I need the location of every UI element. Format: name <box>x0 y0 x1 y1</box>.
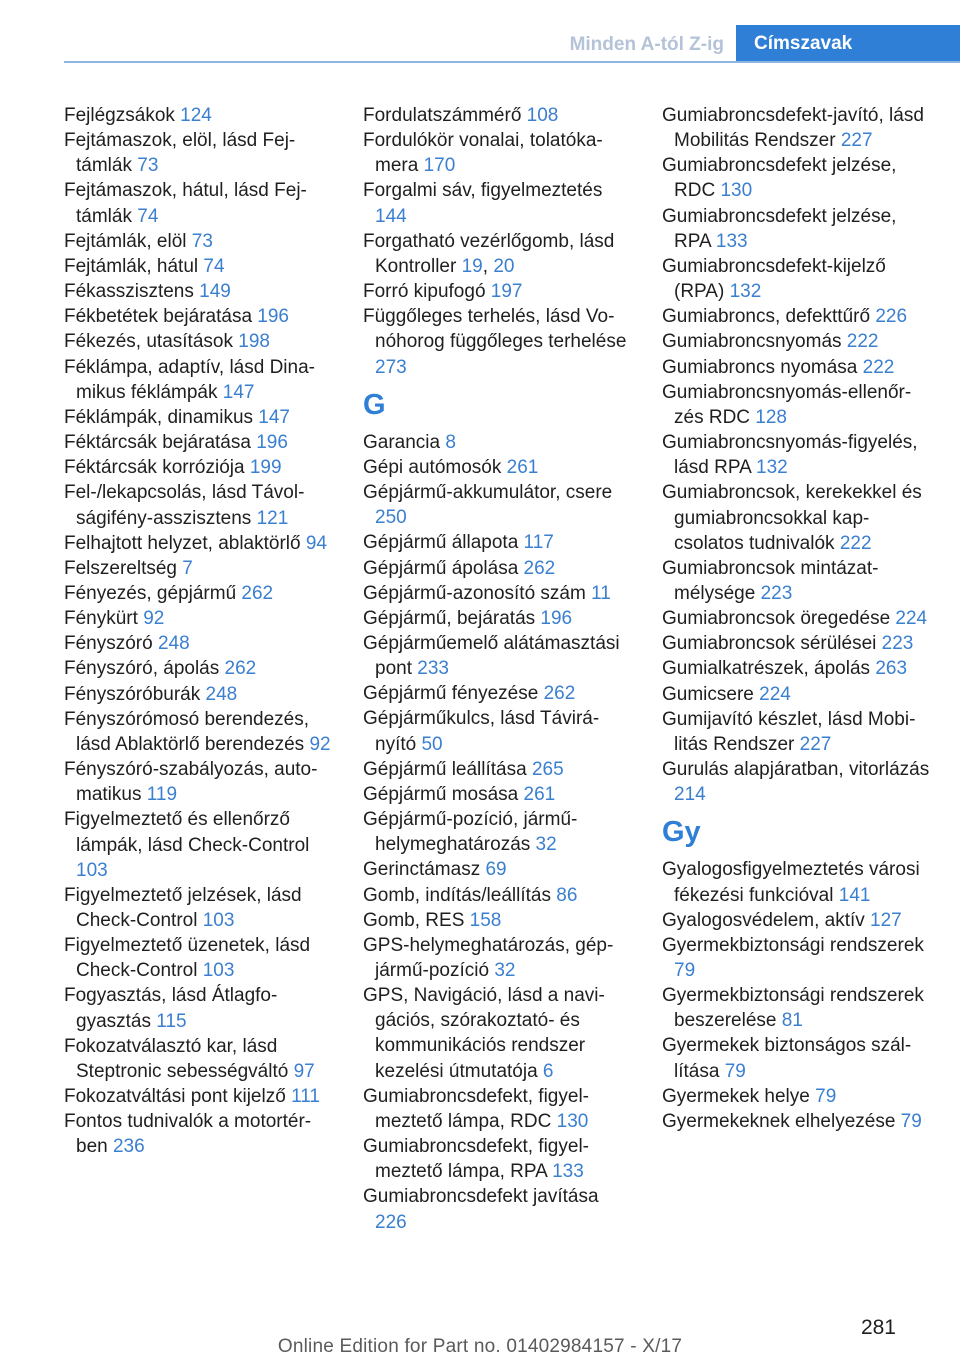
index-entry-text: Gépjárműkulcs, lásd Távirányító <box>363 708 600 755</box>
index-entry <box>662 355 932 380</box>
index-entry <box>64 430 336 455</box>
index-entry-text: Felhajtott helyzet, ablaktörlő <box>64 532 306 554</box>
index-column-3 <box>662 103 932 1134</box>
index-entry <box>662 204 932 254</box>
index-entry-text: Gumiabroncsok mintázatmélysége <box>662 557 879 604</box>
page-link[interactable]: 227 <box>799 733 832 755</box>
index-entry-text: Gumiabroncsnyomás <box>662 331 847 353</box>
index-entry <box>662 983 932 1033</box>
index-entry-text: Fokozatváltási pont kijelző <box>64 1086 292 1108</box>
index-entry-text: Gépjármű mosása <box>363 783 524 805</box>
page-link[interactable]: 263 <box>875 658 908 680</box>
page-link[interactable]: 79 <box>815 1085 837 1107</box>
page-link[interactable]: 115 <box>156 1010 187 1032</box>
page-link[interactable]: 248 <box>157 633 190 655</box>
index-entry-text: Forgalmi sáv, figyelmeztetés <box>363 180 603 202</box>
index-entry-text: Gépjármű-azonosító szám <box>363 582 592 604</box>
index-entry <box>363 279 633 304</box>
page-link[interactable]: 92 <box>143 608 165 630</box>
page-link[interactable]: 248 <box>205 683 238 705</box>
index-entry-text: Gerinctámasz <box>363 859 486 881</box>
index-entry <box>64 581 336 606</box>
page-link[interactable]: 227 <box>840 130 873 152</box>
page-link[interactable]: 117 <box>523 532 554 554</box>
page-link[interactable]: 226 <box>875 306 908 328</box>
page-link[interactable]: 236 <box>112 1136 145 1158</box>
index-entry-text: Figyelmeztető és ellenőrző lámpák, lásd Check-Control <box>64 809 310 856</box>
page-link[interactable]: 128 <box>755 406 787 428</box>
page-link[interactable]: 214 <box>674 784 706 806</box>
index-entry-text: Gumiabroncsok sérülései <box>662 633 882 655</box>
index-entry-text: Fontos tudnivalók a motortérben <box>64 1111 312 1158</box>
index-entry <box>662 380 932 430</box>
page-link[interactable]: 73 <box>191 230 213 252</box>
page-link[interactable]: 32 <box>535 834 557 856</box>
index-entry-text: Gomb, indítás/leállítás <box>363 884 557 906</box>
index-entry-text: Fékasszisztens <box>64 281 200 303</box>
index-entry <box>662 606 932 631</box>
page-link[interactable]: 97 <box>293 1060 315 1082</box>
index-entry-text: Gurulás alapjáratban, vitorlázás <box>662 759 930 781</box>
page-link[interactable]: 198 <box>238 331 270 353</box>
page-link[interactable]: 158 <box>469 909 502 931</box>
index-entry <box>662 304 932 329</box>
index-entry-text: Gumicsere <box>662 683 760 705</box>
page-link[interactable]: 19 <box>461 255 483 277</box>
index-entry <box>363 883 633 908</box>
index-entry-text: Féktárcsák bejáratása <box>64 432 257 454</box>
page-link[interactable]: 79 <box>674 960 696 981</box>
index-entry-text: Forró kipufogó <box>363 281 491 303</box>
page-link[interactable]: 81 <box>781 1010 803 1032</box>
index-entry <box>64 883 336 933</box>
index-entry-text: Féklámpa, adaptív, lásd Dinamikus féklámpák <box>64 356 315 403</box>
index-entry-text: Gyermekbiztonsági rendszerek <box>662 934 924 956</box>
index-entry-text: Gépjármű leállítása <box>363 758 532 780</box>
index-entry-text: Gyalogosfigyelmeztetés városi fékezési funkcióval <box>662 859 920 906</box>
index-entry-text: Fényszóró <box>64 633 158 655</box>
page-link[interactable]: 262 <box>523 557 556 579</box>
index-entry <box>64 606 336 631</box>
index-entry-text: Gumiabroncsdefekt jelzése, RPA <box>662 205 897 252</box>
index-entry-text: Fejtámlák, elöl <box>64 230 192 252</box>
index-entry-text: Gumiabroncsdefekt jelzése, RDC <box>662 155 897 202</box>
page-link[interactable]: 170 <box>423 155 456 177</box>
page-link[interactable]: 261 <box>523 783 556 805</box>
page-link[interactable]: 224 <box>895 608 928 630</box>
index-entry <box>662 656 932 681</box>
index-entry <box>662 857 932 907</box>
page-link[interactable]: 11 <box>591 582 611 604</box>
index-entry-text: Gumiabroncsdefekt, figyelmeztető lámpa, RDC <box>363 1085 589 1132</box>
index-entry <box>64 531 336 556</box>
index-entry <box>363 983 633 1084</box>
index-entry-text: Gyermekek biztonságos szállítása <box>662 1035 912 1082</box>
index-entry-text: Gépjármű fényezése <box>363 683 544 705</box>
index-entry-text: Fogyasztás, lásd Átlagfogyasztás <box>64 985 278 1032</box>
page-link[interactable]: 132 <box>729 281 762 303</box>
index-entry-text: Figyelmeztető üzenetek, lásd Check-Control <box>64 935 311 982</box>
page-link[interactable]: 74 <box>203 255 225 277</box>
index-entry <box>64 807 336 882</box>
page-link[interactable]: 273 <box>375 356 407 378</box>
index-entry <box>662 757 932 807</box>
page-link[interactable]: 50 <box>421 733 443 755</box>
index-entry <box>662 480 932 555</box>
index-entry-text: GPS, Navigáció, lásd a navigációs, szórakoztató- és kommunikációs rendszer kezelési útmutatója <box>363 985 605 1082</box>
index-entry-text: Gumiabroncsnyomás-ellenőrzés RDC <box>662 381 912 428</box>
page-link[interactable]: 196 <box>540 607 573 629</box>
index-entry-text: Fordulókör vonalai, tolatókamera <box>363 130 603 177</box>
index-entry <box>64 304 336 329</box>
header-bar <box>0 0 960 62</box>
index-entry <box>64 707 336 757</box>
index-column-2 <box>363 103 633 1235</box>
page-link[interactable]: 32 <box>494 960 516 981</box>
index-entry-text: Fékezés, utasítások <box>64 331 239 353</box>
index-entry <box>64 757 336 807</box>
index-entry <box>64 355 336 405</box>
index-entry <box>363 530 633 555</box>
page-link[interactable]: 233 <box>417 658 449 680</box>
index-entry <box>64 178 336 228</box>
index-entry-text: Forgatható vezérlőgomb, lásd Kontroller <box>363 230 615 277</box>
page-link[interactable]: 196 <box>257 306 289 328</box>
page-link[interactable]: 127 <box>870 909 902 931</box>
index-entry <box>662 908 932 933</box>
index-entry <box>662 1109 932 1134</box>
index-entry <box>662 631 932 656</box>
index-entry <box>363 229 633 279</box>
index-entry-text: Gumiabroncs nyomása <box>662 356 863 378</box>
index-entry-text: Fejtámlák, hátul <box>64 255 204 277</box>
index-entry-text: Függőleges terhelés, lásd Vonóhorog függőleges terhelése <box>363 306 627 353</box>
index-entry-text: Fényezés, gépjármű <box>64 582 242 604</box>
index-entry <box>363 681 633 706</box>
index-entry-text: Gumiabroncsdefekt, figyelmeztető lámpa, RPA <box>363 1136 589 1183</box>
page-link[interactable]: 196 <box>256 432 288 454</box>
active-tab[interactable]: Címszavak <box>736 25 960 62</box>
page-link[interactable]: 222 <box>862 356 895 378</box>
index-entry <box>64 329 336 354</box>
page-link[interactable]: 103 <box>202 960 235 982</box>
page-link[interactable]: 121 <box>256 507 289 529</box>
index-entry <box>662 430 932 480</box>
index-entry-text: Gumiabroncsdefekt javítása <box>363 1186 599 1208</box>
index-entry <box>64 933 336 983</box>
index-entry <box>64 656 336 681</box>
page-link[interactable]: 74 <box>137 205 159 227</box>
index-entry <box>363 480 633 530</box>
page-link[interactable]: 130 <box>556 1110 589 1132</box>
index-entry <box>363 1184 633 1234</box>
page-link[interactable]: 149 <box>199 281 231 303</box>
index-entry-text: Fokozatválasztó kar, lásd Steptronic sebességváltó <box>64 1035 294 1082</box>
index-entry <box>64 405 336 430</box>
index-entry <box>363 128 633 178</box>
page-link[interactable]: 144 <box>375 205 407 227</box>
index-entry-text: Fejtámaszok, elöl, lásd Fejtámlák <box>64 130 296 177</box>
index-entry <box>662 707 932 757</box>
index-entry-text: Gomb, RES <box>363 909 470 931</box>
index-entry <box>363 581 633 606</box>
index-entry-text: Féklámpák, dinamikus <box>64 406 259 428</box>
page-link[interactable]: 223 <box>760 582 793 604</box>
index-entry <box>662 682 932 707</box>
index-entry-text: Fényszóró, ápolás <box>64 658 225 680</box>
index-entry-text: Fel-/lekapcsolás, lásd Távolságifény-asszisztens <box>64 482 305 529</box>
footer-edition: Online Edition for Part no. 01402984157 - X/17 <box>277 1336 683 1357</box>
index-entry <box>64 480 336 530</box>
page-link[interactable]: 20 <box>493 255 515 277</box>
index-column-1 <box>64 103 336 1160</box>
page-link[interactable]: 265 <box>531 758 564 780</box>
section-letter: Gy <box>662 816 701 849</box>
page-link[interactable]: 222 <box>846 331 879 353</box>
index-entry <box>363 103 633 128</box>
page-link[interactable]: 7 <box>182 557 193 579</box>
index-entry <box>662 1084 932 1109</box>
index-entry <box>64 455 336 480</box>
index-entry-text: Gumiabroncsdefekt-javító, lásd Mobilitás Rendszer <box>662 105 924 152</box>
index-entry <box>363 304 633 379</box>
index-entry-text: Fejtámaszok, hátul, lásd Fejtámlák <box>64 180 307 227</box>
index-entry <box>64 556 336 581</box>
index-entry <box>662 329 932 354</box>
page-link[interactable]: 108 <box>526 105 559 126</box>
index-entry <box>64 279 336 304</box>
index-entry-text: Gépjármű-akkumulátor, csere <box>363 482 613 504</box>
page-separator: , <box>482 255 494 277</box>
page-link[interactable]: 133 <box>715 230 748 252</box>
page-link[interactable]: 79 <box>724 1060 746 1082</box>
index-entry-text: Gumiabroncsok öregedése <box>662 608 896 630</box>
page-link[interactable]: 73 <box>137 155 159 177</box>
page-link[interactable]: 141 <box>838 884 871 906</box>
page-link[interactable]: 103 <box>202 910 235 931</box>
index-entry <box>662 254 932 304</box>
index-entry <box>363 178 633 228</box>
page-link[interactable]: 130 <box>720 180 753 202</box>
index-entry <box>363 757 633 782</box>
page-link[interactable]: 262 <box>241 582 274 604</box>
index-entry <box>64 983 336 1033</box>
index-entry <box>363 857 633 882</box>
page-link[interactable]: 94 <box>305 532 327 554</box>
page-link[interactable]: 79 <box>900 1110 922 1132</box>
page-number: 281 <box>860 1316 896 1339</box>
index-entry-text: Felszereltség <box>64 557 183 579</box>
section-letter: G <box>363 388 386 421</box>
index-entry <box>64 1084 336 1109</box>
index-entry-text: Garancia <box>363 431 446 453</box>
page-link[interactable]: 262 <box>224 658 257 680</box>
index-entry-text: Fényszóró-szabályozás, automatikus <box>64 759 318 806</box>
page-link[interactable]: 103 <box>76 859 108 881</box>
index-entry <box>363 1084 633 1134</box>
page-link[interactable]: 92 <box>309 733 331 755</box>
index-entry <box>363 556 633 581</box>
index-entry-text: Gépjárműemelő alátámasztási pont <box>363 632 620 680</box>
index-entry-text: Gyermekek helye <box>662 1085 816 1107</box>
page-link[interactable]: 124 <box>180 105 212 126</box>
index-entry-text: Gumialkatrészek, ápolás <box>662 658 876 680</box>
index-entry <box>363 782 633 807</box>
index-entry-text: Fényszóróburák <box>64 683 206 705</box>
index-entry-text: Gépjármű, bejáratás <box>363 607 541 629</box>
index-entry <box>363 1134 633 1184</box>
index-entry <box>64 103 336 128</box>
index-entry <box>64 229 336 254</box>
index-entry-text: Gépjármű-pozíció, járműhelymeghatározás <box>363 809 578 856</box>
index-entry <box>64 1109 336 1159</box>
index-entry-text: Gumiabroncsdefekt-kijelző (RPA) <box>662 255 886 303</box>
index-entry-text: Gyalogosvédelem, aktív <box>662 909 871 931</box>
index-entry-text: Gépi autómosók <box>363 456 507 478</box>
page-link[interactable]: 147 <box>222 381 255 403</box>
index-entry-text: Gumiabroncs, defekttűrő <box>662 306 876 328</box>
page-link[interactable]: 8 <box>445 431 456 453</box>
index-entry <box>64 1034 336 1084</box>
index-entry-text: Fékbetétek bejáratása <box>64 306 258 328</box>
header-divider <box>64 61 960 63</box>
index-entry-text: Fényszórómosó berendezés, lásd Ablaktörlő berendezés <box>64 708 310 755</box>
index-entry <box>662 103 932 153</box>
index-entry-text: Figyelmeztető jelzések, lásd Check-Control <box>64 884 302 931</box>
index-entry-text: Gumijavító készlet, lásd Mobilitás Rendszer <box>662 708 916 755</box>
index-entry-text: Féktárcsák korróziója <box>64 457 250 479</box>
index-entry <box>363 933 633 983</box>
page-link[interactable]: 147 <box>258 406 290 428</box>
index-entry <box>64 631 336 656</box>
index-entry <box>363 706 633 756</box>
page-link[interactable]: 69 <box>485 859 507 881</box>
index-entry-text: Fénykürt <box>64 608 144 630</box>
index-entry <box>64 682 336 707</box>
index-entry <box>662 933 932 983</box>
index-entry-text: Gépjármű ápolása <box>363 557 524 579</box>
page-link[interactable]: 199 <box>249 457 282 479</box>
page-link[interactable]: 261 <box>506 456 539 478</box>
index-entry <box>363 807 633 857</box>
page-link[interactable]: 119 <box>146 784 178 806</box>
page-link[interactable]: 250 <box>375 507 407 529</box>
page-link[interactable]: 197 <box>490 281 523 303</box>
page-link[interactable]: 132 <box>756 457 788 479</box>
index-entry <box>363 430 633 455</box>
index-entry <box>363 908 633 933</box>
page-link[interactable]: 222 <box>839 532 872 554</box>
page-link[interactable]: 111 <box>291 1086 320 1108</box>
page-link[interactable]: 223 <box>881 633 914 655</box>
index-entry-text: Gumiabroncsok, kerekekkel és gumiabroncsokkal kapcsolatos tudnivalók <box>662 482 922 554</box>
index-entry-text: Gyermekbiztonsági rendszerek beszerelése <box>662 985 924 1032</box>
index-entry <box>363 455 633 480</box>
page-link[interactable]: 226 <box>375 1211 407 1233</box>
index-entry <box>662 153 932 203</box>
index-entry-text: Gyermekeknek elhelyezése <box>662 1110 901 1132</box>
index-entry <box>363 631 633 681</box>
index-entry-text: Gumiabroncsnyomás-figyelés, lásd RPA <box>662 432 918 479</box>
index-entry-text: Gépjármű állapota <box>363 532 524 554</box>
index-entry-text: Fordulatszámmérő <box>363 105 527 126</box>
index-entry <box>662 556 932 606</box>
page-link[interactable]: 224 <box>759 683 791 705</box>
index-entry <box>662 1033 932 1083</box>
section-tab[interactable]: Minden A-tól Z-ig <box>569 34 724 55</box>
index-entry <box>64 128 336 178</box>
page-link[interactable]: 133 <box>552 1161 584 1183</box>
index-entry <box>363 606 633 631</box>
index-entry <box>64 254 336 279</box>
page-link[interactable]: 86 <box>556 884 578 906</box>
index-entry-text: GPS-helymeghatározás, gépjármű-pozíció <box>363 934 614 981</box>
page-link[interactable]: 6 <box>542 1060 554 1082</box>
index-entry-text: Fejlégzsákok <box>64 105 181 126</box>
page-link[interactable]: 262 <box>543 683 576 705</box>
